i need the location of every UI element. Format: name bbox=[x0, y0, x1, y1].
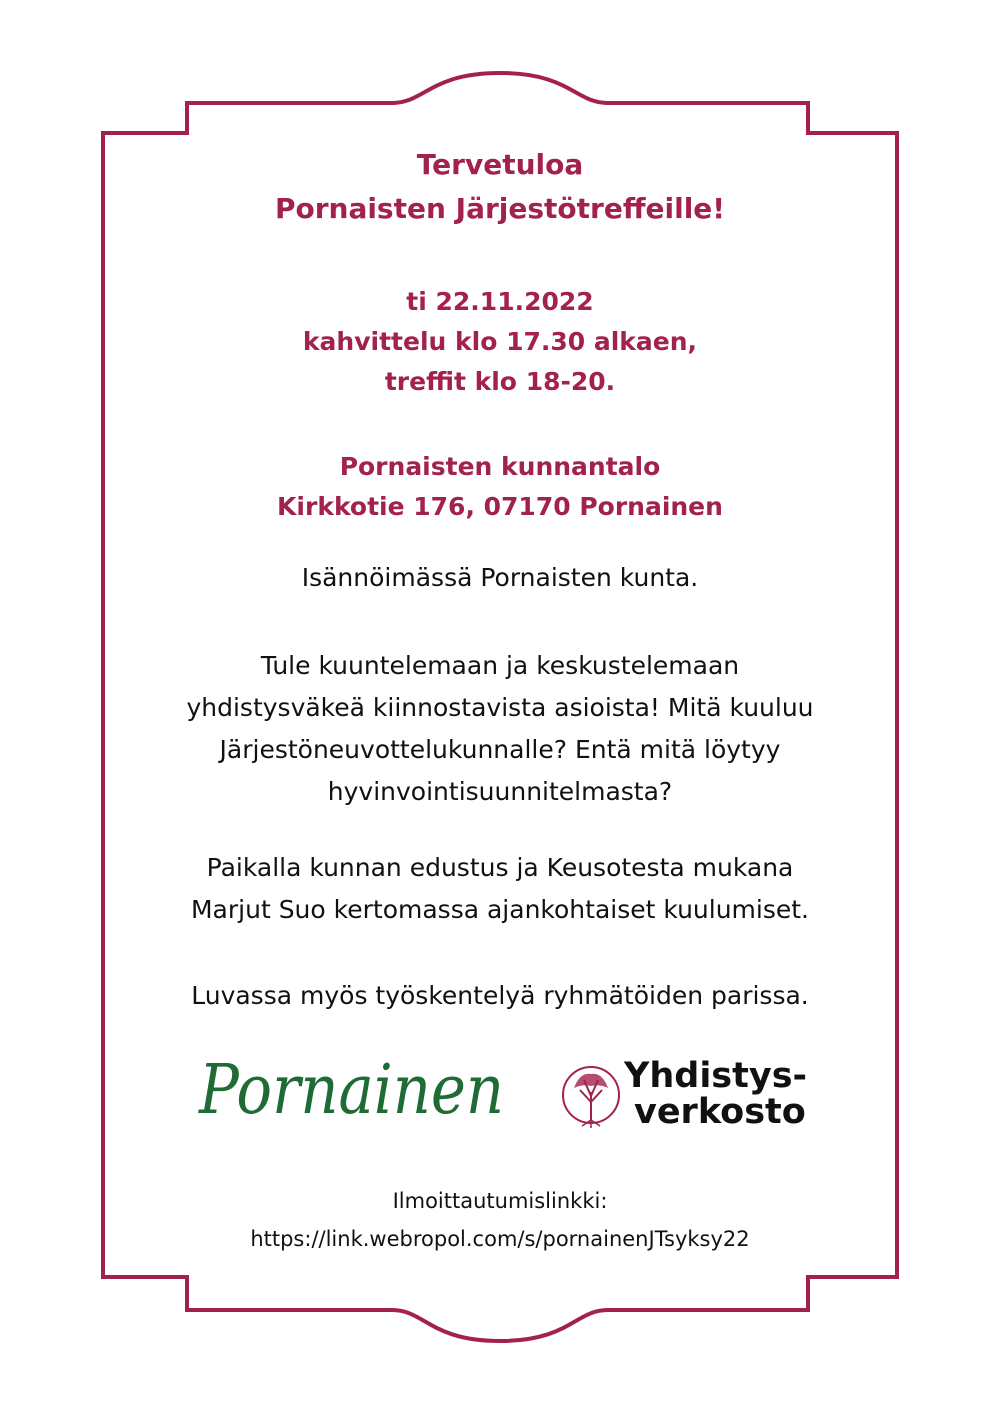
host-line: Isännöimässä Pornaisten kunta. bbox=[301, 563, 699, 592]
pornainen-logo-art bbox=[195, 1035, 515, 1145]
tree-icon bbox=[560, 1062, 622, 1132]
yhdistysverkosto-logo bbox=[560, 1050, 860, 1140]
paragraph-line: Järjestöneuvottelukunnalle? Entä mitä löytyy bbox=[219, 735, 781, 764]
location-name: Pornaisten kunnantalo bbox=[339, 452, 661, 481]
host-text bbox=[0, 558, 1000, 598]
paragraph-line: Tule kuuntelemaan ja keskustelemaan bbox=[260, 651, 740, 680]
yhdistysverkosto-wordmark bbox=[624, 1058, 807, 1130]
paragraph-line: hyvinvointisuunnitelmasta? bbox=[327, 777, 673, 806]
title-line-1: Tervetuloa bbox=[416, 148, 584, 181]
paragraph-invite bbox=[0, 645, 1000, 813]
paragraph-line: Marjut Suo kertomassa ajankohtaiset kuulumiset. bbox=[190, 895, 810, 924]
event-time bbox=[0, 282, 1000, 402]
paragraph-line: Paikalla kunnan edustus ja Keusotesta mukana bbox=[206, 853, 794, 882]
signup-link[interactable]: https://link.webropol.com/s/pornainenJTsyksy22 bbox=[250, 1227, 750, 1251]
pornainen-logo bbox=[195, 1035, 515, 1145]
logo-line-2: verkosto bbox=[634, 1092, 806, 1132]
paragraph-line: yhdistysväkeä kiinnostavista asioista! Mitä kuuluu bbox=[186, 693, 814, 722]
title-line-2: Pornaisten Järjestötreffeille! bbox=[274, 192, 726, 225]
signup-section bbox=[0, 1182, 1000, 1258]
paragraph-line: Luvassa myös työskentelyä ryhmätöiden parissa. bbox=[191, 981, 809, 1010]
invitation-title bbox=[0, 143, 1000, 231]
event-meeting: treffit klo 18-20. bbox=[384, 367, 616, 396]
logo-line-1: Yhdistys- bbox=[624, 1056, 808, 1096]
location-address: Kirkkotie 176, 07170 Pornainen bbox=[277, 492, 723, 521]
pornainen-logo-text: Pornainen bbox=[197, 1051, 505, 1130]
event-coffee: kahvittelu klo 17.30 alkaen, bbox=[302, 327, 698, 356]
signup-label: Ilmoittautumislinkki: bbox=[392, 1189, 608, 1213]
event-location bbox=[0, 447, 1000, 527]
paragraph-speakers bbox=[0, 847, 1000, 931]
event-date: ti 22.11.2022 bbox=[406, 287, 594, 316]
paragraph-groupwork bbox=[0, 975, 1000, 1017]
